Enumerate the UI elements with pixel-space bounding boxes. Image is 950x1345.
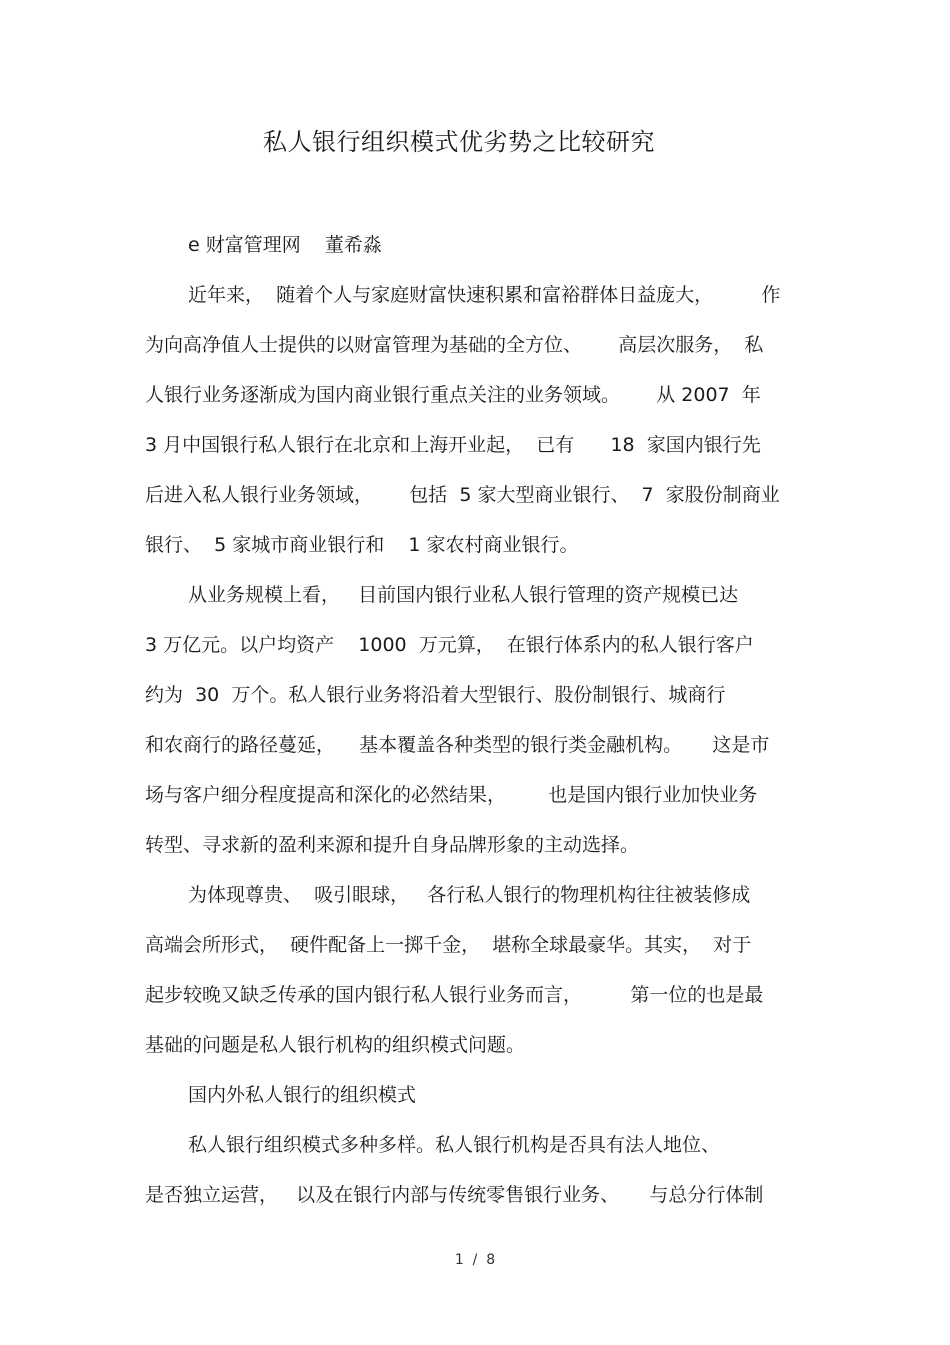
paragraph-line: 高端会所形式， 硬件配备上一掷千金， 堪称全球最豪华。其实， 对于 [145, 934, 752, 956]
paragraph-line: 转型、寻求新的盈利来源和提升自身品牌形象的主动选择。 [145, 834, 640, 856]
page-number: 1 / 8 [454, 1252, 496, 1268]
paragraph-line: 私人银行组织模式多种多样。私人银行机构是否具有法人地位、 [188, 1134, 721, 1156]
paragraph-line: 3 万亿元。以户均资产 1000 万元算， 在银行体系内的私人银行客户 [145, 634, 754, 656]
paragraph-line: 为向高净值人士提供的以财富管理为基础的全方位、 高层次服务， 私 [145, 334, 764, 356]
paragraph-line: 约为 30 万个。私人银行业务将沿着大型银行、股份制银行、城商行 [145, 684, 726, 706]
paragraph-line: 起步较晚又缺乏传承的国内银行私人银行业务而言， 第一位的也是最 [145, 984, 764, 1006]
byline: e 财富管理网 董希淼 [188, 234, 382, 256]
paragraph-line: 基础的问题是私人银行机构的组织模式问题。 [145, 1034, 526, 1056]
paragraph-line: 银行、 5 家城市商业银行和 1 家农村商业银行。 [145, 534, 579, 556]
section-heading: 国内外私人银行的组织模式 [188, 1084, 417, 1106]
paragraph-line: 场与客户细分程度提高和深化的必然结果， 也是国内银行业加快业务 [145, 784, 758, 806]
paragraph-line: 近年来， 随着个人与家庭财富快速积累和富裕群体日益庞大， 作 [188, 284, 781, 306]
paragraph-line: 3 月中国银行私人银行在北京和上海开业起， 已有 18 家国内银行先 [145, 434, 761, 456]
document-title: 私人银行组织模式优劣势之比较研究 [263, 128, 655, 156]
paragraph-line: 是否独立运营， 以及在银行内部与传统零售银行业务、 与总分行体制 [145, 1184, 764, 1206]
paragraph-line: 后进入私人银行业务领域， 包括 5 家大型商业银行、 7 家股份制商业 [145, 484, 780, 506]
paragraph-line: 从业务规模上看， 目前国内银行业私人银行管理的资产规模已达 [188, 584, 739, 606]
paragraph-line: 为体现尊贵、 吸引眼球， 各行私人银行的物理机构往往被装修成 [188, 884, 751, 906]
paragraph-line: 和农商行的路径蔓延， 基本覆盖各种类型的银行类金融机构。 这是市 [145, 734, 770, 756]
paragraph-line: 人银行业务逐渐成为国内商业银行重点关注的业务领域。 从 2007 年 [145, 384, 761, 406]
